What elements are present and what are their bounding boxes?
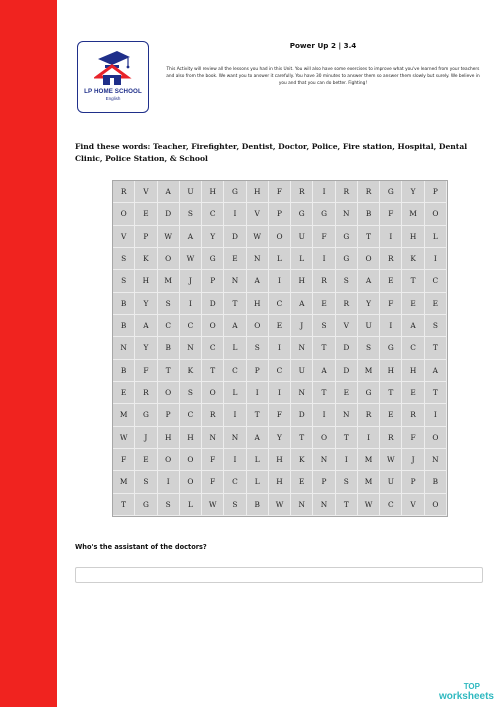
- grid-cell[interactable]: G: [291, 203, 313, 225]
- grid-cell[interactable]: A: [313, 360, 335, 382]
- grid-cell[interactable]: K: [135, 248, 157, 270]
- grid-cell[interactable]: G: [135, 494, 157, 516]
- grid-cell[interactable]: K: [180, 360, 202, 382]
- grid-cell[interactable]: E: [425, 293, 447, 315]
- grid-cell[interactable]: F: [402, 427, 424, 449]
- grid-cell[interactable]: L: [224, 382, 246, 404]
- grid-cell[interactable]: S: [113, 248, 135, 270]
- grid-cell[interactable]: E: [313, 293, 335, 315]
- grid-cell[interactable]: L: [247, 449, 269, 471]
- grid-cell[interactable]: P: [313, 471, 335, 493]
- grid-cell[interactable]: R: [402, 404, 424, 426]
- grid-cell[interactable]: I: [180, 293, 202, 315]
- grid-cell[interactable]: S: [313, 315, 335, 337]
- grid-cell[interactable]: S: [224, 494, 246, 516]
- grid-cell[interactable]: R: [358, 404, 380, 426]
- grid-cell[interactable]: I: [269, 337, 291, 359]
- grid-cell[interactable]: N: [180, 337, 202, 359]
- grid-cell[interactable]: W: [180, 248, 202, 270]
- grid-cell[interactable]: E: [291, 471, 313, 493]
- grid-cell[interactable]: O: [425, 494, 447, 516]
- grid-cell[interactable]: M: [358, 360, 380, 382]
- grid-cell[interactable]: G: [380, 181, 402, 203]
- grid-cell[interactable]: T: [358, 226, 380, 248]
- grid-cell[interactable]: N: [336, 203, 358, 225]
- grid-cell[interactable]: O: [180, 449, 202, 471]
- grid-cell[interactable]: R: [313, 270, 335, 292]
- grid-cell[interactable]: E: [113, 382, 135, 404]
- grid-cell[interactable]: N: [313, 494, 335, 516]
- grid-cell[interactable]: S: [336, 471, 358, 493]
- grid-cell[interactable]: O: [158, 382, 180, 404]
- grid-cell[interactable]: A: [291, 293, 313, 315]
- grid-cell[interactable]: N: [425, 449, 447, 471]
- grid-cell[interactable]: R: [202, 404, 224, 426]
- grid-cell[interactable]: I: [247, 382, 269, 404]
- grid-cell[interactable]: R: [336, 293, 358, 315]
- grid-cell[interactable]: N: [224, 427, 246, 449]
- grid-cell[interactable]: A: [135, 315, 157, 337]
- grid-cell[interactable]: K: [402, 248, 424, 270]
- grid-cell[interactable]: N: [336, 404, 358, 426]
- grid-cell[interactable]: G: [336, 248, 358, 270]
- grid-cell[interactable]: C: [202, 203, 224, 225]
- grid-cell[interactable]: G: [224, 181, 246, 203]
- grid-cell[interactable]: B: [158, 337, 180, 359]
- grid-cell[interactable]: P: [247, 360, 269, 382]
- grid-cell[interactable]: T: [313, 382, 335, 404]
- grid-cell[interactable]: W: [247, 226, 269, 248]
- grid-cell[interactable]: M: [113, 471, 135, 493]
- grid-cell[interactable]: O: [313, 427, 335, 449]
- question-text: Who's the assistant of the doctors?: [75, 543, 207, 551]
- grid-cell[interactable]: C: [180, 315, 202, 337]
- grid-cell[interactable]: V: [402, 494, 424, 516]
- grid-cell[interactable]: F: [380, 293, 402, 315]
- grid-cell[interactable]: V: [113, 226, 135, 248]
- grid-cell[interactable]: T: [380, 382, 402, 404]
- grid-cell[interactable]: C: [402, 337, 424, 359]
- grid-cell[interactable]: U: [180, 181, 202, 203]
- grid-cell[interactable]: F: [380, 203, 402, 225]
- grid-cell[interactable]: Y: [358, 293, 380, 315]
- brand-logo: [439, 683, 494, 702]
- grid-cell[interactable]: V: [247, 203, 269, 225]
- grid-cell[interactable]: L: [180, 494, 202, 516]
- grid-cell[interactable]: A: [224, 315, 246, 337]
- grid-cell[interactable]: I: [313, 404, 335, 426]
- grid-cell[interactable]: Y: [269, 427, 291, 449]
- grid-cell[interactable]: F: [313, 226, 335, 248]
- grid-cell[interactable]: U: [380, 471, 402, 493]
- grid-cell[interactable]: H: [135, 270, 157, 292]
- page-title: Power Up 2 | 3.4: [289, 41, 357, 50]
- grid-cell[interactable]: P: [158, 404, 180, 426]
- grid-cell[interactable]: E: [402, 382, 424, 404]
- grid-cell[interactable]: E: [336, 382, 358, 404]
- word-search-grid: [112, 180, 448, 517]
- grid-cell[interactable]: E: [224, 248, 246, 270]
- grid-cell[interactable]: P: [425, 181, 447, 203]
- grid-cell[interactable]: P: [202, 270, 224, 292]
- grid-cell[interactable]: O: [113, 203, 135, 225]
- grid-cell[interactable]: I: [269, 270, 291, 292]
- grid-cell[interactable]: A: [425, 360, 447, 382]
- grid-cell[interactable]: P: [402, 471, 424, 493]
- grid-cell[interactable]: I: [380, 315, 402, 337]
- grid-cell[interactable]: E: [135, 449, 157, 471]
- grid-cell[interactable]: R: [358, 181, 380, 203]
- grid-cell[interactable]: H: [247, 293, 269, 315]
- grid-cell[interactable]: C: [224, 360, 246, 382]
- grid-cell[interactable]: B: [113, 315, 135, 337]
- school-logo: [77, 41, 149, 113]
- grid-cell[interactable]: O: [269, 226, 291, 248]
- grid-cell[interactable]: S: [180, 382, 202, 404]
- grid-cell[interactable]: W: [269, 494, 291, 516]
- grid-cell[interactable]: D: [202, 293, 224, 315]
- grid-cell[interactable]: W: [202, 494, 224, 516]
- grid-cell[interactable]: L: [224, 337, 246, 359]
- grid-cell[interactable]: N: [202, 427, 224, 449]
- grid-cell[interactable]: H: [402, 360, 424, 382]
- grid-cell[interactable]: C: [202, 337, 224, 359]
- grid-cell[interactable]: H: [180, 427, 202, 449]
- grid-cell[interactable]: W: [113, 427, 135, 449]
- grid-cell[interactable]: G: [135, 404, 157, 426]
- instruction-text: Find these words: Teacher, Firefighter, Dentist, Doctor, Police, Fire station, Hospital, Dental Clinic, Police Station, & School: [75, 142, 468, 163]
- grid-cell[interactable]: P: [269, 203, 291, 225]
- grid-cell[interactable]: O: [158, 248, 180, 270]
- grid-cell[interactable]: N: [313, 449, 335, 471]
- grid-cell[interactable]: L: [269, 248, 291, 270]
- grid-cell[interactable]: N: [247, 248, 269, 270]
- grid-cell[interactable]: F: [113, 449, 135, 471]
- grid-cell[interactable]: A: [358, 270, 380, 292]
- grid-cell[interactable]: H: [202, 181, 224, 203]
- grid-cell[interactable]: V: [135, 181, 157, 203]
- grid-cell[interactable]: O: [358, 248, 380, 270]
- grid-cell[interactable]: E: [380, 404, 402, 426]
- grid-cell[interactable]: A: [158, 181, 180, 203]
- grid-cell[interactable]: I: [224, 449, 246, 471]
- grid-cell[interactable]: O: [180, 471, 202, 493]
- grid-cell[interactable]: M: [402, 203, 424, 225]
- grid-cell[interactable]: L: [247, 471, 269, 493]
- logo-title: LP HOME SCHOOL: [84, 88, 142, 95]
- grid-cell[interactable]: C: [224, 471, 246, 493]
- grid-cell[interactable]: T: [425, 382, 447, 404]
- grid-cell[interactable]: A: [402, 315, 424, 337]
- grid-cell[interactable]: F: [202, 449, 224, 471]
- grid-cell[interactable]: S: [158, 293, 180, 315]
- grid-cell[interactable]: O: [202, 315, 224, 337]
- grid-cell[interactable]: S: [180, 203, 202, 225]
- grid-cell[interactable]: T: [202, 360, 224, 382]
- grid-cell[interactable]: T: [247, 404, 269, 426]
- grid-cell[interactable]: O: [425, 203, 447, 225]
- grid-cell[interactable]: J: [135, 427, 157, 449]
- grid-cell[interactable]: M: [358, 471, 380, 493]
- grid-cell[interactable]: N: [291, 382, 313, 404]
- grid-cell[interactable]: W: [380, 449, 402, 471]
- grid-cell[interactable]: C: [158, 315, 180, 337]
- grid-cell[interactable]: N: [291, 337, 313, 359]
- grid-cell[interactable]: H: [158, 427, 180, 449]
- grid-cell[interactable]: T: [224, 293, 246, 315]
- brand-name: worksheets: [438, 691, 494, 702]
- grid-cell[interactable]: R: [336, 181, 358, 203]
- grid-cell[interactable]: S: [247, 337, 269, 359]
- grid-cell[interactable]: O: [158, 449, 180, 471]
- grid-cell[interactable]: V: [336, 315, 358, 337]
- grid-cell[interactable]: B: [113, 293, 135, 315]
- grid-cell[interactable]: U: [291, 360, 313, 382]
- grid-cell[interactable]: I: [158, 471, 180, 493]
- grid-cell[interactable]: F: [135, 360, 157, 382]
- grid-cell[interactable]: D: [336, 360, 358, 382]
- grid-cell[interactable]: I: [269, 382, 291, 404]
- grid-cell[interactable]: Y: [202, 226, 224, 248]
- grid-cell[interactable]: S: [113, 270, 135, 292]
- answer-input[interactable]: [75, 567, 483, 583]
- grid-cell[interactable]: D: [291, 404, 313, 426]
- grid-cell[interactable]: G: [313, 203, 335, 225]
- grid-cell[interactable]: I: [224, 203, 246, 225]
- grid-cell[interactable]: S: [135, 471, 157, 493]
- grid-cell[interactable]: I: [380, 226, 402, 248]
- grid-cell[interactable]: F: [269, 181, 291, 203]
- grid-cell[interactable]: M: [158, 270, 180, 292]
- grid-cell[interactable]: S: [336, 270, 358, 292]
- grid-cell[interactable]: M: [358, 449, 380, 471]
- grid-cell[interactable]: M: [113, 404, 135, 426]
- grid-cell[interactable]: G: [358, 382, 380, 404]
- grid-cell[interactable]: C: [380, 494, 402, 516]
- school-house-icon: [94, 49, 132, 87]
- grid-cell[interactable]: L: [291, 248, 313, 270]
- grid-cell[interactable]: D: [336, 337, 358, 359]
- grid-cell[interactable]: O: [202, 382, 224, 404]
- grid-cell[interactable]: J: [180, 270, 202, 292]
- grid-cell[interactable]: A: [180, 226, 202, 248]
- grid-cell[interactable]: I: [336, 449, 358, 471]
- grid-cell[interactable]: H: [291, 270, 313, 292]
- grid-cell[interactable]: R: [135, 382, 157, 404]
- grid-cell[interactable]: S: [425, 315, 447, 337]
- grid-cell[interactable]: C: [425, 270, 447, 292]
- grid-cell[interactable]: Y: [135, 337, 157, 359]
- grid-cell[interactable]: I: [224, 404, 246, 426]
- grid-cell[interactable]: C: [269, 293, 291, 315]
- grid-cell[interactable]: T: [291, 427, 313, 449]
- grid-cell[interactable]: N: [113, 337, 135, 359]
- grid-cell[interactable]: N: [224, 270, 246, 292]
- grid-cell[interactable]: C: [180, 404, 202, 426]
- grid-cell[interactable]: T: [336, 494, 358, 516]
- grid-cell[interactable]: E: [402, 293, 424, 315]
- grid-cell[interactable]: F: [202, 471, 224, 493]
- grid-cell[interactable]: H: [380, 360, 402, 382]
- grid-cell[interactable]: I: [425, 248, 447, 270]
- grid-cell[interactable]: Y: [135, 293, 157, 315]
- grid-cell[interactable]: P: [135, 226, 157, 248]
- grid-cell[interactable]: O: [425, 427, 447, 449]
- grid-cell[interactable]: W: [358, 494, 380, 516]
- grid-cell[interactable]: R: [380, 248, 402, 270]
- grid-cell[interactable]: Y: [402, 181, 424, 203]
- grid-cell[interactable]: N: [291, 494, 313, 516]
- grid-cell[interactable]: R: [291, 181, 313, 203]
- grid-cell[interactable]: F: [269, 404, 291, 426]
- grid-cell[interactable]: I: [313, 248, 335, 270]
- grid-cell[interactable]: A: [247, 427, 269, 449]
- grid-cell[interactable]: T: [158, 360, 180, 382]
- grid-cell[interactable]: C: [269, 360, 291, 382]
- grid-cell[interactable]: H: [247, 181, 269, 203]
- grid-cell[interactable]: S: [158, 494, 180, 516]
- grid-cell[interactable]: E: [135, 203, 157, 225]
- grid-cell[interactable]: G: [202, 248, 224, 270]
- grid-cell[interactable]: T: [113, 494, 135, 516]
- grid-cell[interactable]: E: [380, 270, 402, 292]
- grid-cell[interactable]: B: [358, 203, 380, 225]
- grid-cell[interactable]: T: [313, 337, 335, 359]
- grid-cell[interactable]: W: [158, 226, 180, 248]
- grid-cell[interactable]: T: [336, 427, 358, 449]
- grid-cell[interactable]: L: [425, 226, 447, 248]
- intro-paragraph: This Activity will review all the lessons you had in this Unit. You will also have some exercises to improve what you've learned from your teachers and also from the book. We want you to answer it carefully. You have 30 minutes to answer them so answer them slowly but surely. We believe in you and that you can do better. Fighting!: [166, 67, 480, 86]
- grid-cell[interactable]: K: [291, 449, 313, 471]
- grid-cell[interactable]: D: [224, 226, 246, 248]
- grid-cell[interactable]: A: [247, 270, 269, 292]
- grid-cell[interactable]: H: [269, 471, 291, 493]
- grid-cell[interactable]: D: [158, 203, 180, 225]
- grid-cell[interactable]: E: [269, 315, 291, 337]
- grid-cell[interactable]: G: [380, 337, 402, 359]
- grid-cell[interactable]: J: [402, 449, 424, 471]
- grid-cell[interactable]: G: [336, 226, 358, 248]
- grid-cell[interactable]: B: [425, 471, 447, 493]
- grid-cell[interactable]: T: [402, 270, 424, 292]
- grid-cell[interactable]: J: [291, 315, 313, 337]
- logo-subtitle: English: [105, 96, 121, 101]
- grid-cell[interactable]: T: [425, 337, 447, 359]
- red-sidebar: [0, 0, 57, 707]
- grid-cell[interactable]: I: [313, 181, 335, 203]
- grid-cell[interactable]: B: [113, 360, 135, 382]
- grid-cell[interactable]: B: [247, 494, 269, 516]
- grid-cell[interactable]: I: [425, 404, 447, 426]
- grid-cell[interactable]: I: [358, 427, 380, 449]
- grid-cell[interactable]: S: [358, 337, 380, 359]
- brand-top: TOP: [463, 682, 480, 691]
- grid-cell[interactable]: H: [402, 226, 424, 248]
- grid-cell[interactable]: U: [291, 226, 313, 248]
- grid-cell[interactable]: O: [247, 315, 269, 337]
- grid-cell[interactable]: R: [380, 427, 402, 449]
- grid-cell[interactable]: U: [358, 315, 380, 337]
- grid-cell[interactable]: H: [269, 449, 291, 471]
- grid-cell[interactable]: R: [113, 181, 135, 203]
